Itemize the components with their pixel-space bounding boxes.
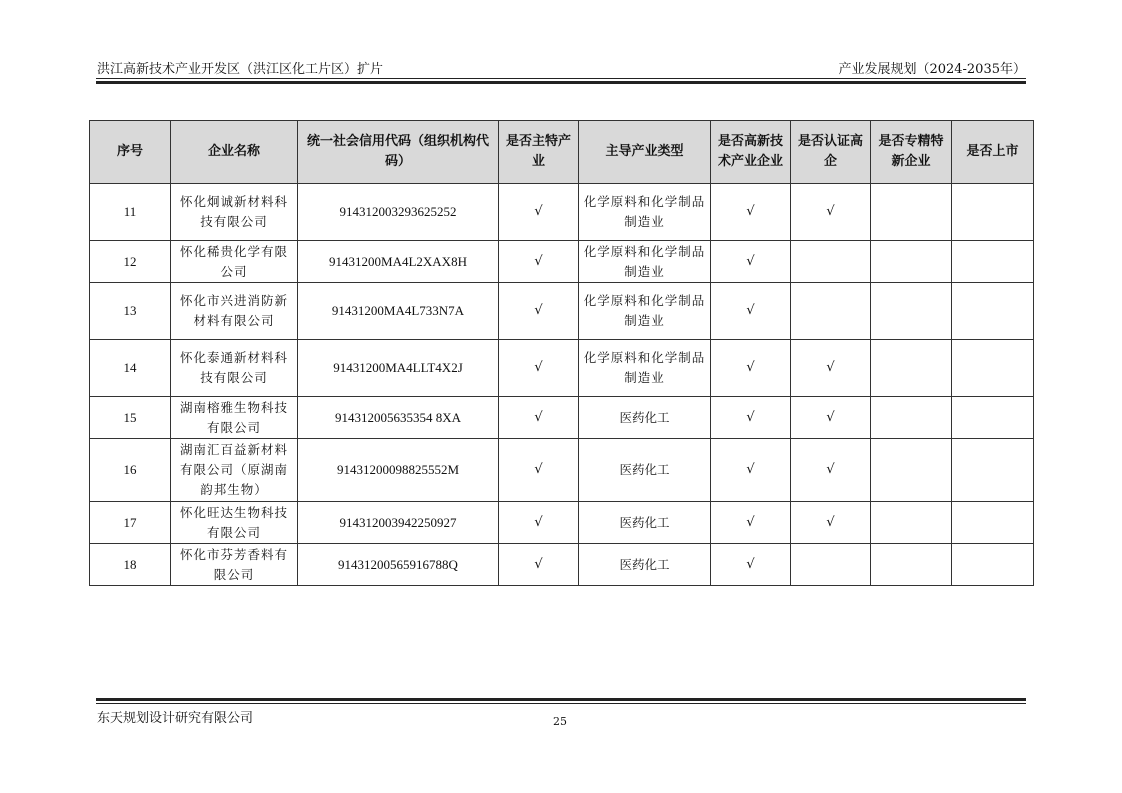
cell-main-industry: √ [499,544,579,586]
cell-seq: 15 [90,397,171,439]
cell-listed [952,439,1034,502]
cell-certified: √ [791,439,871,502]
cell-industry-type: 化学原料和化学制品制造业 [579,283,711,340]
table-header-row [90,121,1034,184]
cell-specialized [871,241,952,283]
col-header-main-industry: 是否主特产业 [499,121,579,184]
table-row [90,502,1034,544]
col-header-industry-type: 主导产业类型 [579,121,711,184]
col-header-certified: 是否认证高企 [791,121,871,184]
col-header-name: 企业名称 [171,121,298,184]
page-number: 25 [553,715,567,728]
cell-credit-code: 91431200098825552M [298,439,499,502]
cell-industry-type: 医药化工 [579,397,711,439]
cell-listed [952,184,1034,241]
col-header-listed: 是否上市 [952,121,1034,184]
col-header-code: 统一社会信用代码（组织机构代码） [298,121,499,184]
cell-main-industry: √ [499,502,579,544]
cell-seq: 13 [90,283,171,340]
cell-company-name: 怀化稀贵化学有限公司 [171,241,298,283]
cell-hitech: √ [711,397,791,439]
cell-specialized [871,397,952,439]
cell-company-name: 怀化市兴进消防新材料有限公司 [171,283,298,340]
cell-seq: 12 [90,241,171,283]
cell-specialized [871,283,952,340]
cell-specialized [871,502,952,544]
cell-specialized [871,439,952,502]
table-row [90,397,1034,439]
cell-credit-code: 91431200565916788Q [298,544,499,586]
footer-company: 东天规划设计研究有限公司 [97,711,254,726]
cell-company-name: 怀化市芬芳香料有限公司 [171,544,298,586]
cell-industry-type: 化学原料和化学制品制造业 [579,184,711,241]
cell-listed [952,241,1034,283]
table-row [90,184,1034,241]
cell-specialized [871,544,952,586]
table-row [90,241,1034,283]
cell-company-name: 怀化泰通新材料科技有限公司 [171,340,298,397]
cell-credit-code: 91431200MA4L733N7A [298,283,499,340]
cell-listed [952,397,1034,439]
cell-credit-code: 914312003942250927 [298,502,499,544]
cell-main-industry: √ [499,241,579,283]
table-row [90,544,1034,586]
cell-listed [952,544,1034,586]
col-header-specialized: 是否专精特新企业 [871,121,952,184]
cell-hitech: √ [711,544,791,586]
cell-hitech: √ [711,502,791,544]
cell-industry-type: 化学原料和化学制品制造业 [579,241,711,283]
cell-main-industry: √ [499,184,579,241]
cell-certified [791,283,871,340]
cell-specialized [871,184,952,241]
cell-certified [791,241,871,283]
cell-company-name: 怀化旺达生物科技有限公司 [171,502,298,544]
cell-company-name: 怀化炯诚新材料科技有限公司 [171,184,298,241]
cell-main-industry: √ [499,439,579,502]
cell-specialized [871,340,952,397]
col-header-hitech: 是否高新技术产业企业 [711,121,791,184]
cell-main-industry: √ [499,340,579,397]
cell-hitech: √ [711,340,791,397]
cell-industry-type: 医药化工 [579,502,711,544]
cell-listed [952,340,1034,397]
cell-hitech: √ [711,241,791,283]
cell-credit-code: 91431200MA4LLT4X2J [298,340,499,397]
cell-seq: 18 [90,544,171,586]
cell-certified: √ [791,397,871,439]
cell-certified [791,544,871,586]
col-header-seq: 序号 [90,121,171,184]
cell-credit-code: 914312005635354 8XA [298,397,499,439]
cell-credit-code: 914312003293625252 [298,184,499,241]
cell-hitech: √ [711,184,791,241]
cell-seq: 11 [90,184,171,241]
cell-company-name: 湖南榕雅生物科技有限公司 [171,397,298,439]
enterprise-table [89,120,1034,586]
footer-rule-thick [96,698,1026,701]
table-row [90,439,1034,502]
cell-listed [952,283,1034,340]
header-rule-thick [96,81,1026,84]
table-row [90,340,1034,397]
cell-hitech: √ [711,283,791,340]
cell-hitech: √ [711,439,791,502]
cell-credit-code: 91431200MA4L2XAX8H [298,241,499,283]
cell-listed [952,502,1034,544]
cell-seq: 16 [90,439,171,502]
cell-certified: √ [791,502,871,544]
document-header-title: 洪江高新技术产业开发区（洪江区化工片区）扩片 [97,62,384,77]
cell-main-industry: √ [499,283,579,340]
document-header-subtitle: 产业发展规划（2024-2035年） [838,62,1026,77]
cell-main-industry: √ [499,397,579,439]
table-row [90,283,1034,340]
cell-seq: 14 [90,340,171,397]
footer-rule-thin [96,703,1026,704]
cell-seq: 17 [90,502,171,544]
cell-industry-type: 医药化工 [579,439,711,502]
header-rule-thin [96,78,1026,79]
cell-certified: √ [791,340,871,397]
cell-industry-type: 医药化工 [579,544,711,586]
cell-industry-type: 化学原料和化学制品制造业 [579,340,711,397]
cell-company-name: 湖南汇百益新材料有限公司（原湖南韵邦生物） [171,439,298,502]
cell-certified: √ [791,184,871,241]
